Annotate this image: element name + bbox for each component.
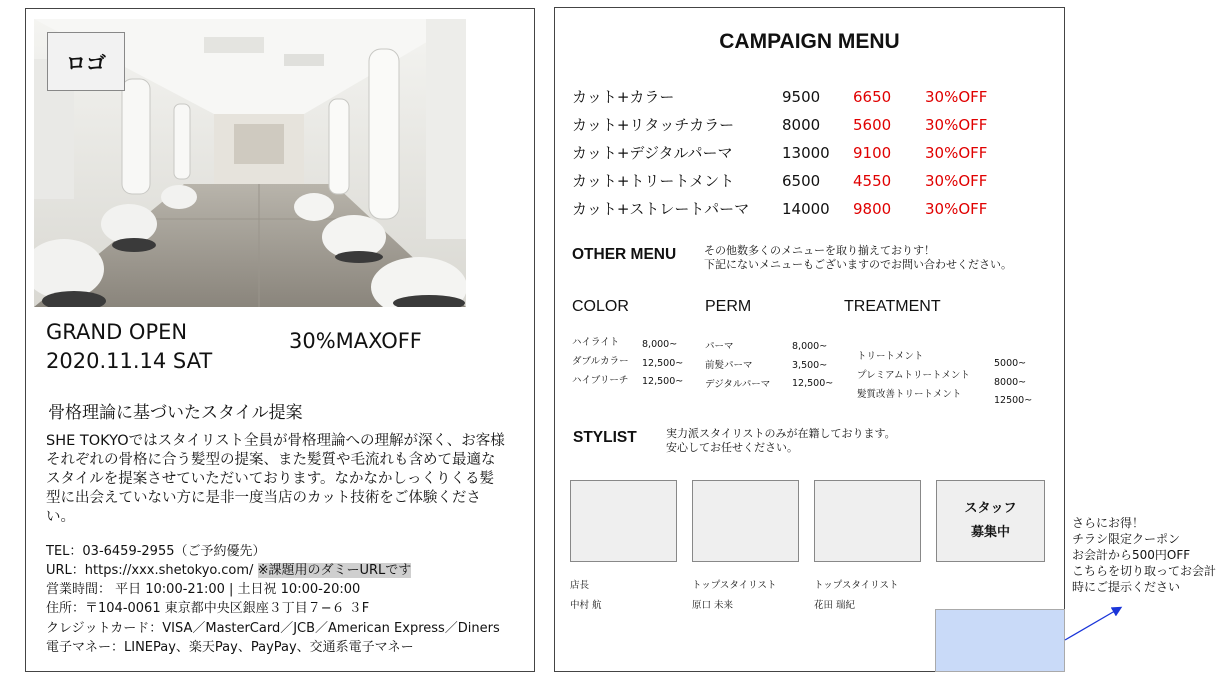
- perm-item-name: 前髪パーマ: [705, 360, 753, 371]
- coupon-cutout[interactable]: [935, 609, 1065, 672]
- logo-placeholder: ロゴ: [47, 32, 125, 91]
- item-discount: 30%OFF: [925, 144, 988, 162]
- url-text[interactable]: URL：https://xxx.shetokyo.com/: [46, 563, 258, 578]
- stylist-photo-placeholder: [692, 480, 799, 562]
- stylist-name: 原口 未来: [692, 600, 734, 611]
- item-price: 6500: [782, 172, 821, 190]
- campaign-title: CAMPAIGN MENU: [719, 30, 900, 53]
- perm-heading: PERM: [705, 298, 752, 315]
- description: SHE TOKYOではスタイリスト全員が骨格理論への理解が深く、お客様それぞれの骨格に合う髪型の提案、また髪質や毛流れも含めて最適なスタイルを提案させていただいております。なかなかしっくりくる髪型に出会えていない方に是非一度当店のカット技術をご体験ください。: [46, 433, 505, 525]
- item-name: カット+トリートメント: [572, 172, 735, 190]
- treatment-item-price: 5000~: [994, 358, 1027, 369]
- grand-open-label: GRAND OPEN: [46, 320, 188, 344]
- item-price: 13000: [782, 144, 830, 162]
- item-discount: 30%OFF: [925, 116, 988, 134]
- coupon-line-3: お会計から500円OFF: [1072, 548, 1191, 562]
- coupon-note: [1072, 515, 1224, 595]
- item-sale-price: 9100: [853, 144, 892, 162]
- color-item-name: ハイライト: [572, 337, 620, 348]
- treatment-item-price: 12500~: [994, 395, 1033, 406]
- treatment-item-name: 髪質改善トリートメント: [857, 389, 962, 400]
- treatment-item-price: 8000~: [994, 377, 1027, 388]
- item-name: カット+リタッチカラー: [572, 116, 735, 134]
- other-menu-note-1: その他数多くのメニューを取り揃えておりす！: [704, 244, 935, 257]
- color-item-name: ダブルカラー: [572, 356, 629, 367]
- treatment-item-name: トリートメント: [857, 351, 924, 362]
- tel-info: TEL：03-6459-2955（ご予約優先）: [46, 544, 266, 559]
- item-price: 9500: [782, 88, 821, 106]
- stylist-role: トップスタイリスト: [814, 580, 899, 591]
- flyer-back: [554, 7, 1065, 672]
- perm-item-name: パーマ: [705, 341, 734, 352]
- stylist-name: 花田 瑞紀: [814, 600, 856, 611]
- url-info: [46, 561, 411, 580]
- hours-info: 営業時間： 平日 10:00-21:00 | 土日祝 10:00-20:00: [46, 582, 361, 597]
- stylist-photo-placeholder: [570, 480, 677, 562]
- coupon-line-2: チラシ限定クーポン: [1072, 532, 1181, 546]
- item-sale-price: 9800: [853, 200, 892, 218]
- stylist-heading: STYLIST: [573, 429, 637, 446]
- item-name: カット+カラー: [572, 88, 675, 106]
- item-discount: 30%OFF: [925, 200, 988, 218]
- color-item-price: 12,500~: [642, 376, 684, 387]
- emoney-info: 電子マネー：LINEPay、楽天Pay、PayPay、交通系電子マネー: [46, 640, 414, 655]
- card-info: クレジットカード：VISA／MasterCard／JCB／American Express／Diners: [46, 621, 500, 636]
- item-sale-price: 5600: [853, 116, 892, 134]
- item-sale-price: 6650: [853, 88, 892, 106]
- stylist-role: トップスタイリスト: [692, 580, 777, 591]
- max-off-label: 30%MAXOFF: [289, 329, 422, 353]
- stylist-photo-placeholder: [814, 480, 921, 562]
- coupon-line-4: こちらを切り取ってお会計時にご提示ください: [1072, 564, 1217, 594]
- item-name: カット+ストレートパーマ: [572, 200, 750, 218]
- staff-recruit-box: [936, 480, 1045, 562]
- other-menu-note-2: 下記にないメニューもございますのでお問い合わせください。: [704, 258, 1012, 271]
- open-date: 2020.11.14 SAT: [46, 349, 213, 373]
- coupon-line-1: さらにお得！: [1072, 516, 1145, 530]
- item-name: カット+デジタルパーマ: [572, 144, 733, 162]
- item-discount: 30%OFF: [925, 88, 988, 106]
- headline: 骨格理論に基づいたスタイル提案: [48, 403, 303, 423]
- perm-item-price: 12,500~: [792, 378, 834, 389]
- perm-item-name: デジタルパーマ: [705, 379, 771, 390]
- item-discount: 30%OFF: [925, 172, 988, 190]
- other-menu-heading: OTHER MENU: [572, 246, 677, 263]
- stylist-note-2: 安心してお任せください。: [666, 441, 798, 454]
- stylist-note-1: 実力派スタイリストのみが在籍しております。: [666, 427, 896, 440]
- arrow-icon: [1060, 600, 1130, 645]
- color-item-name: ハイブリーチ: [572, 375, 629, 386]
- address-info: 住所：〒104-0061 東京都中央区銀座３丁目７−６ ３F: [46, 601, 370, 616]
- item-sale-price: 4550: [853, 172, 892, 190]
- url-note: ※課題用のダミーURLです: [257, 563, 412, 578]
- perm-item-price: 8,000~: [792, 341, 828, 352]
- recruit-line-1: スタッフ: [964, 501, 1017, 516]
- item-price: 8000: [782, 116, 821, 134]
- stylist-role: 店長: [570, 580, 590, 591]
- flyer-front: [25, 8, 535, 672]
- salon-photo: [34, 19, 466, 307]
- perm-item-price: 3,500~: [792, 360, 828, 371]
- treatment-heading: TREATMENT: [844, 298, 941, 315]
- stylist-name: 中村 航: [570, 600, 602, 611]
- treatment-item-name: プレミアムトリートメント: [857, 370, 970, 381]
- color-heading: COLOR: [572, 298, 629, 315]
- item-price: 14000: [782, 200, 830, 218]
- color-item-price: 12,500~: [642, 358, 684, 369]
- color-item-price: 8,000~: [642, 339, 678, 350]
- recruit-line-2: 募集中: [970, 525, 1010, 540]
